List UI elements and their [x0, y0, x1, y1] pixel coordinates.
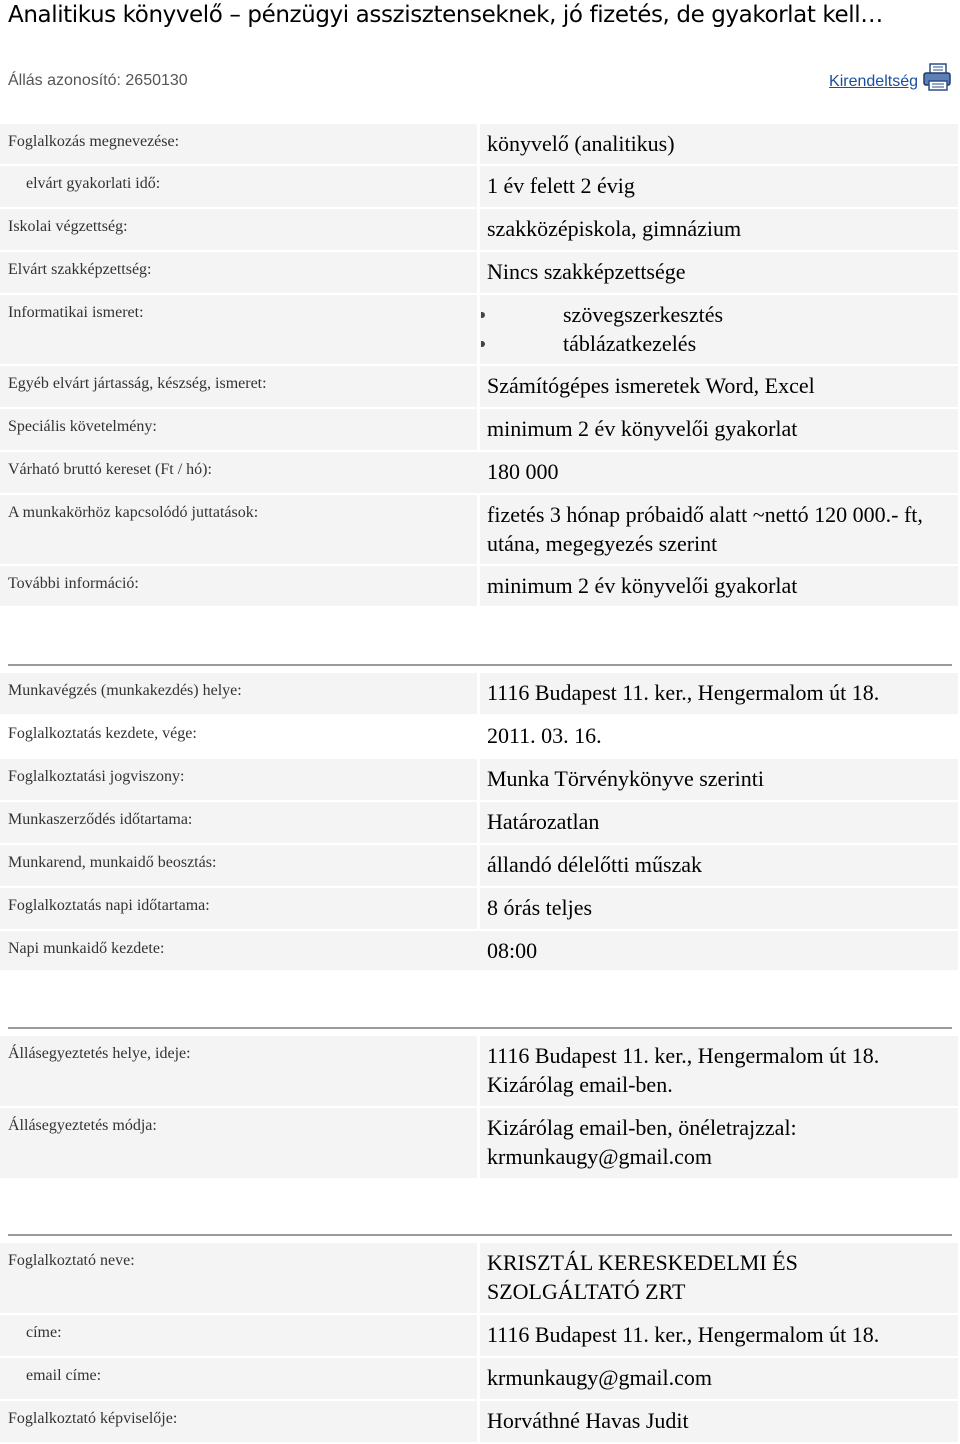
- row-legal: [0, 759, 960, 802]
- row-work-place: [0, 673, 960, 716]
- education-value: szakközépiskola, gimnázium: [480, 209, 958, 252]
- work-place-label: Munkavégzés (munkakezdés) helye:: [0, 673, 477, 716]
- row-employer-email: [0, 1358, 960, 1401]
- it-item: szövegszerkesztés: [487, 300, 952, 329]
- start-time-value: 08:00: [480, 931, 958, 972]
- employer-address-value: 1116 Budapest 11. ker., Hengermalom út 18.: [480, 1315, 958, 1358]
- printer-icon[interactable]: [922, 62, 952, 92]
- row-start-time: [0, 931, 960, 972]
- row-experience: [0, 166, 960, 209]
- row-employer-address: [0, 1315, 960, 1358]
- work-place-value: 1116 Budapest 11. ker., Hengermalom út 18.: [480, 673, 958, 716]
- interview-method-value: Kizárólag email-ben, önéletrajzzal: krmunkaugy@gmail.com: [480, 1108, 958, 1180]
- divider: [8, 1234, 952, 1236]
- more-info-label: További információ:: [0, 566, 477, 608]
- special-value: minimum 2 év könyvelői gyakorlat: [480, 409, 958, 452]
- employer-rep-label: Foglalkoztató képviselője:: [0, 1401, 477, 1444]
- row-other-skills: [0, 366, 960, 409]
- qualification-value: Nincs szakképzettsége: [480, 252, 958, 295]
- experience-value: 1 év felett 2 évig: [480, 166, 958, 209]
- daily-value: 8 órás teljes: [480, 888, 958, 931]
- office-link[interactable]: Kirendeltség: [829, 73, 918, 90]
- experience-label: elvárt gyakorlati idő:: [0, 166, 477, 209]
- row-special: [0, 409, 960, 452]
- employer-address-label: címe:: [0, 1315, 477, 1358]
- qualification-label: Elvárt szakképzettség:: [0, 252, 477, 295]
- daily-label: Foglalkoztatás napi időtartama:: [0, 888, 477, 931]
- salary-label: Várható bruttó kereset (Ft / hó):: [0, 452, 958, 495]
- job-id: Állás azonosító: 2650130: [8, 72, 188, 89]
- dates-label: Foglalkoztatás kezdete, vége:: [0, 716, 958, 759]
- employer-name-label: Foglalkoztató neve:: [0, 1243, 477, 1315]
- employer-rep-value: Horváthné Havas Judit: [480, 1401, 958, 1444]
- more-info-value: minimum 2 év könyvelői gyakorlat: [480, 566, 958, 608]
- row-more-info: [0, 566, 960, 608]
- row-benefits: [0, 495, 960, 566]
- row-employer-name: [0, 1243, 960, 1315]
- row-it-skills: [0, 295, 960, 366]
- other-skills-label: Egyéb elvárt jártasság, készség, ismeret:: [0, 366, 477, 409]
- employer-email-label: email címe:: [0, 1358, 477, 1401]
- special-label: Speciális követelmény:: [0, 409, 477, 452]
- employer-name-value: KRISZTÁL KERESKEDELMI ÉS SZOLGÁLTATÓ ZRT: [480, 1243, 958, 1315]
- schedule-value: állandó délelőtti műszak: [480, 845, 958, 888]
- row-schedule: [0, 845, 960, 888]
- employer-email-value: krmunkaugy@gmail.com: [480, 1358, 958, 1401]
- dates-value: 2011. 03. 16.: [480, 716, 958, 759]
- row-employer-rep: [0, 1401, 960, 1444]
- benefits-value: fizetés 3 hónap próbaidő alatt ~nettó 120 000.- ft, utána, megegyezés szerint: [480, 495, 958, 566]
- divider: [8, 1027, 952, 1029]
- education-label: Iskolai végzettség:: [0, 209, 477, 252]
- page-title: Analitikus könyvelő – pénzügyi asszisztenseknek, jó fizetés, de gyakorlat kell…: [8, 2, 883, 28]
- occupation-value: könyvelő (analitikus): [480, 124, 958, 166]
- salary-value: 180 000: [480, 452, 958, 495]
- interview-place-value: 1116 Budapest 11. ker., Hengermalom út 18. Kizárólag email-ben.: [480, 1036, 958, 1108]
- legal-value: Munka Törvénykönyve szerinti: [480, 759, 958, 802]
- row-interview-place: [0, 1036, 960, 1108]
- other-skills-value: Számítógépes ismeretek Word, Excel: [480, 366, 958, 409]
- divider: [8, 664, 952, 666]
- contract-label: Munkaszerződés időtartama:: [0, 802, 477, 845]
- row-dates: [0, 716, 960, 759]
- interview-method-label: Állásegyeztetés módja:: [0, 1108, 477, 1180]
- occupation-label: Foglalkozás megnevezése:: [0, 124, 477, 166]
- it-value: [480, 295, 958, 366]
- legal-label: Foglalkoztatási jogviszony:: [0, 759, 477, 802]
- row-daily: [0, 888, 960, 931]
- it-item: táblázatkezelés: [487, 329, 952, 358]
- interview-place-label: Állásegyeztetés helye, ideje:: [0, 1036, 477, 1108]
- it-label: Informatikai ismeret:: [0, 295, 477, 366]
- benefits-label: A munkakörhöz kapcsolódó juttatások:: [0, 495, 477, 566]
- row-salary: [0, 452, 960, 495]
- contract-value: Határozatlan: [480, 802, 958, 845]
- row-occupation: [0, 124, 960, 166]
- start-time-label: Napi munkaidő kezdete:: [0, 931, 958, 972]
- row-qualification: [0, 252, 960, 295]
- row-contract: [0, 802, 960, 845]
- row-interview-method: [0, 1108, 960, 1180]
- schedule-label: Munkarend, munkaidő beosztás:: [0, 845, 477, 888]
- row-education: [0, 209, 960, 252]
